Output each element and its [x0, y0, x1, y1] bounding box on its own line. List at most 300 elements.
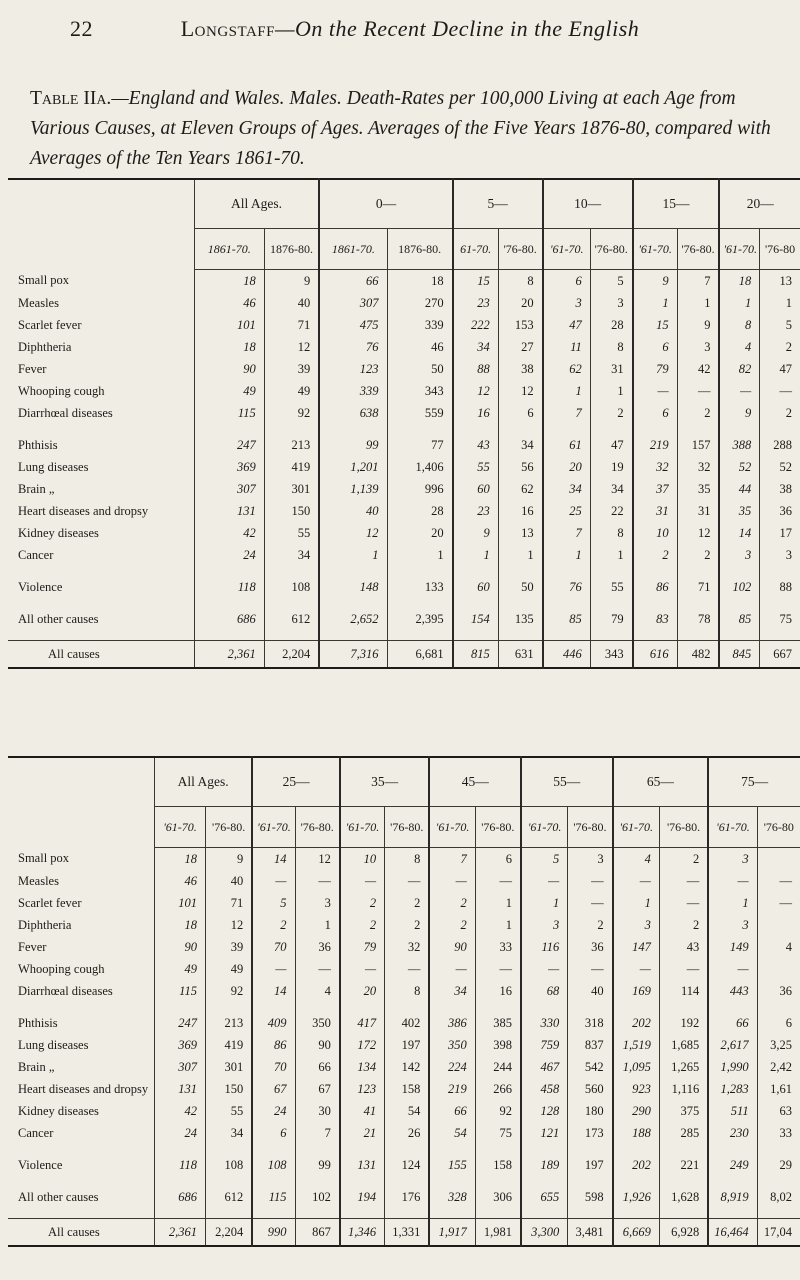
rate-cell: 307	[194, 478, 264, 500]
rate-cell: 247	[194, 434, 264, 456]
rate-cell	[453, 424, 499, 434]
rate-cell: 230	[708, 1122, 757, 1144]
rate-cell: 221	[659, 1154, 708, 1176]
rate-cell	[319, 630, 387, 641]
rate-cell: 18	[387, 270, 453, 293]
period-header: '76-80.	[385, 807, 430, 848]
running-head	[181, 16, 640, 41]
table-row	[8, 270, 800, 293]
rate-cell	[568, 1002, 613, 1012]
table-label: Table IIa.	[30, 88, 112, 109]
period-header: 1876-80.	[387, 229, 453, 270]
table-row	[8, 358, 800, 380]
rate-cell	[295, 1208, 340, 1219]
rate-cell	[633, 566, 677, 576]
rate-cell: 66	[319, 270, 387, 293]
rate-cell	[521, 1208, 568, 1219]
age-group-header: 65—	[613, 757, 709, 807]
rate-cell: 2,652	[319, 608, 387, 630]
rate-cell: 301	[264, 478, 319, 500]
rate-cell	[295, 1002, 340, 1012]
rate-cell	[498, 598, 542, 608]
rate-cell: 9	[264, 270, 319, 293]
corner-cell	[8, 229, 194, 270]
corner-cell	[8, 807, 155, 848]
cause-label: Brain „	[18, 1059, 55, 1074]
rate-cell: 55	[264, 522, 319, 544]
rate-cell: 70	[252, 936, 295, 958]
rate-cell: 41	[340, 1100, 385, 1122]
rate-cell: 247	[155, 1012, 206, 1034]
rate-cell	[453, 630, 499, 641]
rate-cell: 32	[633, 456, 677, 478]
cause-label	[8, 1144, 155, 1154]
rate-cell: 244	[475, 1056, 521, 1078]
cause-label	[8, 1002, 155, 1012]
rate-cell: 1,346	[340, 1219, 385, 1247]
rate-cell: 8	[385, 848, 430, 871]
rate-cell: 86	[252, 1034, 295, 1056]
table-row	[8, 870, 800, 892]
table-row	[8, 936, 800, 958]
spacer-row	[8, 566, 800, 576]
corner-cell	[8, 179, 194, 229]
rate-cell: 44	[719, 478, 759, 500]
table-row	[8, 641, 800, 669]
rate-cell	[498, 566, 542, 576]
rate-cell: 339	[319, 380, 387, 402]
cause-label	[8, 1208, 155, 1219]
rate-cell: 19	[590, 456, 632, 478]
rate-cell: 26	[385, 1122, 430, 1144]
rate-cell: 2,204	[205, 1219, 252, 1247]
rate-cell: 330	[521, 1012, 568, 1034]
rate-cell: 50	[387, 358, 453, 380]
rate-cell: 99	[319, 434, 387, 456]
rate-cell: 202	[613, 1154, 660, 1176]
rate-cell: 686	[194, 608, 264, 630]
rate-cell: 10	[340, 848, 385, 871]
rate-cell: 79	[633, 358, 677, 380]
cause-label: Diphtheria	[18, 917, 72, 932]
rate-cell: 124	[385, 1154, 430, 1176]
rate-cell	[659, 1176, 708, 1186]
rate-cell: 67	[295, 1078, 340, 1100]
period-header: '61-70.	[155, 807, 206, 848]
rate-cell: 101	[155, 892, 206, 914]
rate-cell: 63	[757, 1100, 800, 1122]
rate-cell: 1	[475, 892, 521, 914]
rate-cell	[155, 1144, 206, 1154]
rate-cell: 55	[453, 456, 499, 478]
rate-cell	[194, 630, 264, 641]
rate-cell: 108	[264, 576, 319, 598]
rate-cell: 3,481	[568, 1219, 613, 1247]
rate-cell: 54	[429, 1122, 475, 1144]
rate-cell: 18	[155, 848, 206, 871]
rate-cell: 85	[543, 608, 591, 630]
rate-cell	[757, 1176, 800, 1186]
rate-cell: —	[659, 870, 708, 892]
rate-cell: 8	[590, 336, 632, 358]
cause-label: Diarrhœal diseases	[18, 405, 113, 420]
rate-cell: 301	[205, 1056, 252, 1078]
rate-cell: 34	[429, 980, 475, 1002]
rate-cell: 49	[205, 958, 252, 980]
rate-cell: 108	[205, 1154, 252, 1176]
spacer-row	[8, 1176, 800, 1186]
rate-cell: 128	[521, 1100, 568, 1122]
rate-cell	[677, 630, 719, 641]
rate-cell: 79	[340, 936, 385, 958]
rate-cell: 1	[590, 380, 632, 402]
rate-cell	[385, 1144, 430, 1154]
rate-cell: 68	[521, 980, 568, 1002]
page-number: 22	[70, 16, 93, 41]
rate-cell: 616	[633, 641, 677, 669]
rate-cell: 148	[319, 576, 387, 598]
table-row	[8, 1100, 800, 1122]
period-header: 1876-80.	[264, 229, 319, 270]
rate-cell: 76	[543, 576, 591, 598]
cause-label	[8, 1176, 155, 1186]
cause-label: Kidney diseases	[18, 1103, 99, 1118]
table-row	[8, 456, 800, 478]
rate-cell: 15	[453, 270, 499, 293]
table-caption	[30, 84, 790, 174]
rate-cell: 1	[590, 544, 632, 566]
rate-cell: 134	[340, 1056, 385, 1078]
mortality-table	[8, 178, 800, 669]
rate-cell: 419	[264, 456, 319, 478]
rate-cell	[719, 566, 759, 576]
rate-cell: —	[613, 958, 660, 980]
rate-cell: 1,685	[659, 1034, 708, 1056]
rate-cell: 1,283	[708, 1078, 757, 1100]
rate-cell	[633, 630, 677, 641]
rate-cell	[387, 630, 453, 641]
rate-cell: 40	[319, 500, 387, 522]
rate-cell: 52	[719, 456, 759, 478]
age-group-header: All Ages.	[194, 179, 319, 229]
rate-cell: 288	[760, 434, 800, 456]
rate-cell: 28	[590, 314, 632, 336]
rate-cell: 90	[194, 358, 264, 380]
rate-cell: 24	[194, 544, 264, 566]
rate-cell: 12	[205, 914, 252, 936]
rate-cell: —	[385, 958, 430, 980]
rate-cell: 8,919	[708, 1186, 757, 1208]
rate-cell: 446	[543, 641, 591, 669]
rate-cell	[205, 1144, 252, 1154]
running-header	[40, 16, 780, 42]
period-header: 1861-70.	[319, 229, 387, 270]
rate-cell: 22	[590, 500, 632, 522]
rate-cell	[543, 598, 591, 608]
rate-cell: —	[385, 870, 430, 892]
rate-cell: 46	[194, 292, 264, 314]
rate-cell: 37	[633, 478, 677, 500]
rate-cell	[319, 598, 387, 608]
rate-cell	[498, 630, 542, 641]
rate-cell: 8	[385, 980, 430, 1002]
rate-cell	[429, 1176, 475, 1186]
rate-cell	[387, 598, 453, 608]
rate-cell: 2	[429, 892, 475, 914]
rate-cell: 88	[760, 576, 800, 598]
age-group-header: 15—	[633, 179, 720, 229]
rate-cell: 36	[568, 936, 613, 958]
rate-cell: 18	[155, 914, 206, 936]
rate-cell: 8,02	[757, 1186, 800, 1208]
rate-cell: 1,201	[319, 456, 387, 478]
table-row	[8, 848, 800, 871]
rate-cell: 8	[498, 270, 542, 293]
rate-cell: 612	[264, 608, 319, 630]
rate-cell	[677, 566, 719, 576]
rate-cell	[340, 1002, 385, 1012]
cause-label: Heart diseases and dropsy	[18, 1081, 149, 1096]
rate-cell: 90	[295, 1034, 340, 1056]
rate-cell: 121	[521, 1122, 568, 1144]
rate-cell: 36	[295, 936, 340, 958]
period-header: '61-70.	[429, 807, 475, 848]
rate-cell: 350	[429, 1034, 475, 1056]
rate-cell	[264, 598, 319, 608]
rate-cell: 24	[155, 1122, 206, 1144]
rate-cell: 18	[719, 270, 759, 293]
rate-cell: 158	[385, 1078, 430, 1100]
rate-cell: —	[521, 870, 568, 892]
cause-label: All other causes	[18, 1189, 99, 1204]
spacer-row	[8, 1002, 800, 1012]
rate-cell: 153	[498, 314, 542, 336]
rate-cell: 219	[429, 1078, 475, 1100]
rate-cell: —	[295, 870, 340, 892]
rate-cell: 20	[543, 456, 591, 478]
period-header: '61-70.	[719, 229, 759, 270]
rate-cell: 150	[205, 1078, 252, 1100]
rate-cell	[429, 1208, 475, 1219]
rate-cell: 7	[429, 848, 475, 871]
rate-cell: 9	[677, 314, 719, 336]
rate-cell: 6	[475, 848, 521, 871]
rate-cell: 1,61	[757, 1078, 800, 1100]
table-row	[8, 1034, 800, 1056]
rate-cell: 32	[677, 456, 719, 478]
rate-cell	[659, 1002, 708, 1012]
rate-cell: 6,681	[387, 641, 453, 669]
period-header: '76-80.	[475, 807, 521, 848]
cause-label	[8, 630, 194, 641]
rate-cell: 2	[677, 544, 719, 566]
cause-label: Lung diseases	[18, 1037, 89, 1052]
rate-cell: 14	[252, 980, 295, 1002]
rate-cell: 7	[543, 402, 591, 424]
rate-cell: 35	[677, 478, 719, 500]
rate-cell: 475	[319, 314, 387, 336]
rate-cell: 3	[719, 544, 759, 566]
rate-cell: 213	[264, 434, 319, 456]
rate-cell: 39	[264, 358, 319, 380]
rate-cell: 118	[194, 576, 264, 598]
rate-cell: 559	[387, 402, 453, 424]
rate-cell	[613, 1208, 660, 1219]
rate-cell: 13	[498, 522, 542, 544]
rate-cell: 369	[194, 456, 264, 478]
rate-cell: 1	[677, 292, 719, 314]
rate-cell: 655	[521, 1186, 568, 1208]
rate-cell: 3,25	[757, 1034, 800, 1056]
rate-cell: 17	[760, 522, 800, 544]
rate-cell	[205, 1176, 252, 1186]
rate-cell: 115	[194, 402, 264, 424]
table-row	[8, 1078, 800, 1100]
rate-cell: 12	[319, 522, 387, 544]
rate-cell: 102	[295, 1186, 340, 1208]
rate-cell: 867	[295, 1219, 340, 1247]
rate-cell: 686	[155, 1186, 206, 1208]
cause-label: Heart diseases and dropsy	[18, 503, 149, 518]
rate-cell: 66	[295, 1056, 340, 1078]
rate-cell	[760, 566, 800, 576]
mortality-table	[8, 756, 800, 1247]
rate-cell: 386	[429, 1012, 475, 1034]
running-head-author: Longstaff	[180, 16, 275, 41]
rate-cell: 1,116	[659, 1078, 708, 1100]
rate-cell: 83	[633, 608, 677, 630]
rate-cell: 1,139	[319, 478, 387, 500]
rate-cell	[633, 424, 677, 434]
cause-label	[8, 424, 194, 434]
rate-cell	[155, 1208, 206, 1219]
cause-label: Violence	[18, 1157, 63, 1172]
rate-cell: 42	[677, 358, 719, 380]
cause-label: Small pox	[18, 273, 70, 288]
period-header: '61-70.	[613, 807, 660, 848]
rate-cell: 1	[387, 544, 453, 566]
rate-cell: 6	[633, 402, 677, 424]
period-header: '76-80.	[590, 229, 632, 270]
rate-cell: 3	[568, 848, 613, 871]
rate-cell: 16	[498, 500, 542, 522]
period-header: '76-80.	[677, 229, 719, 270]
rate-cell: —	[429, 958, 475, 980]
rate-cell	[757, 848, 800, 871]
rate-cell: 49	[155, 958, 206, 980]
age-group-header: 5—	[453, 179, 543, 229]
period-header: '76-80.	[295, 807, 340, 848]
rate-cell	[429, 1002, 475, 1012]
rate-cell: 29	[757, 1154, 800, 1176]
rate-cell	[659, 1144, 708, 1154]
rate-cell: 131	[194, 500, 264, 522]
rate-cell: 482	[677, 641, 719, 669]
rate-cell: 142	[385, 1056, 430, 1078]
rate-cell: 123	[319, 358, 387, 380]
rate-cell	[252, 1002, 295, 1012]
rate-cell: 14	[252, 848, 295, 871]
table-row	[8, 1219, 800, 1247]
rate-cell	[194, 598, 264, 608]
rate-cell	[521, 1144, 568, 1154]
rate-cell: 17,04	[757, 1219, 800, 1247]
rate-cell: 7	[677, 270, 719, 293]
rate-cell: 990	[252, 1219, 295, 1247]
rate-cell: 61	[543, 434, 591, 456]
rate-cell: 2	[340, 914, 385, 936]
rate-cell: 815	[453, 641, 499, 669]
rate-cell: 131	[340, 1154, 385, 1176]
rate-cell	[719, 424, 759, 434]
rate-cell: 1	[613, 892, 660, 914]
period-header: '76-80	[760, 229, 800, 270]
running-head-title: —On the Recent Decline in the English	[274, 16, 640, 41]
rate-cell: 46	[155, 870, 206, 892]
rate-cell: 46	[387, 336, 453, 358]
rate-cell: 154	[453, 608, 499, 630]
rate-cell	[708, 1208, 757, 1219]
rate-cell: 33	[475, 936, 521, 958]
table-row	[8, 314, 800, 336]
rate-cell: 2	[677, 402, 719, 424]
table-row	[8, 1012, 800, 1034]
rate-cell: 2	[385, 914, 430, 936]
table-row	[8, 576, 800, 598]
rate-cell: 219	[633, 434, 677, 456]
rate-cell	[677, 424, 719, 434]
rate-cell: 1,265	[659, 1056, 708, 1078]
rate-cell: 197	[568, 1154, 613, 1176]
rate-cell: 3	[590, 292, 632, 314]
rate-cell: 28	[387, 500, 453, 522]
rate-cell: —	[340, 958, 385, 980]
rate-cell	[760, 630, 800, 641]
rate-cell	[757, 1208, 800, 1219]
rate-cell: 14	[719, 522, 759, 544]
rate-cell: 24	[252, 1100, 295, 1122]
rate-cell: 2	[429, 914, 475, 936]
table-row	[8, 500, 800, 522]
rate-cell: 31	[633, 500, 677, 522]
rate-cell: 75	[760, 608, 800, 630]
cause-label: Whooping cough	[18, 383, 105, 398]
rate-cell	[543, 566, 591, 576]
rate-cell: 31	[677, 500, 719, 522]
age-group-header: 45—	[429, 757, 521, 807]
rate-cell	[498, 424, 542, 434]
rate-cell: 76	[319, 336, 387, 358]
table-row	[8, 1186, 800, 1208]
cause-label: Lung diseases	[18, 459, 89, 474]
rate-cell: 8	[719, 314, 759, 336]
rate-cell: 2	[659, 848, 708, 871]
rate-cell: 1,926	[613, 1186, 660, 1208]
rate-cell: 1,331	[385, 1219, 430, 1247]
rate-cell	[475, 1208, 521, 1219]
rate-cell: 40	[205, 870, 252, 892]
period-header: '76-80.	[498, 229, 542, 270]
cause-label	[8, 598, 194, 608]
table-row	[8, 402, 800, 424]
rate-cell: 612	[205, 1186, 252, 1208]
rate-cell: 249	[708, 1154, 757, 1176]
rate-cell: 18	[194, 270, 264, 293]
rate-cell: 9	[453, 522, 499, 544]
table-title: —England and Wales. Males. Death-Rates per 100,000 Living at each Age from Various Causes, at Eleven Groups of Ages. Averages of the Five Years 1876-80, compared with Averages of the Ten Years 1861-70.	[30, 88, 771, 169]
rate-cell: 1	[498, 544, 542, 566]
rate-cell: 419	[205, 1034, 252, 1056]
